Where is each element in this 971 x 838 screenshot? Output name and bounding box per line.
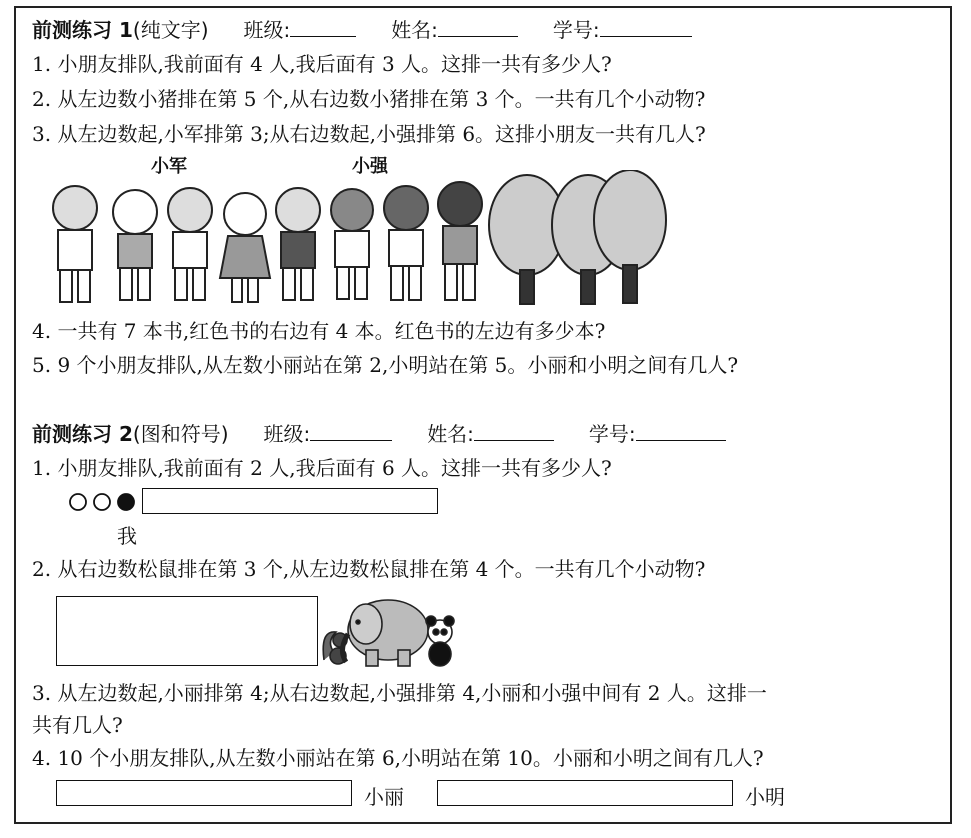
- s2-question-1: 1. 小朋友排队,我前面有 2 人,我后面有 6 人。这排一共有多少人?: [32, 456, 612, 480]
- name-label: 姓名:: [391, 18, 438, 42]
- answer-box-1[interactable]: [142, 488, 438, 514]
- filled-circle-icon: [118, 494, 134, 510]
- id-blank[interactable]: [636, 422, 726, 441]
- animals-illustration: [318, 590, 458, 670]
- child-icon: [168, 188, 212, 300]
- s1-question-2: 2. 从左边数小猪排在第 5 个,从右边数小猪排在第 3 个。一共有几个小动物?: [32, 87, 706, 111]
- s2-question-4: 4. 10 个小朋友排队,从左数小丽站在第 6,小明站在第 10。小丽和小明之间有几人?: [32, 746, 764, 770]
- name-blank[interactable]: [438, 18, 518, 37]
- answer-box-4b[interactable]: [437, 780, 733, 806]
- section1-title: 前测练习 1: [32, 18, 133, 42]
- empty-circle-icon: [70, 494, 86, 510]
- xiaoming-label: 小明: [745, 785, 785, 809]
- empty-circle-icon: [94, 494, 110, 510]
- id-blank[interactable]: [600, 18, 692, 37]
- child-icon: [331, 189, 373, 299]
- name-blank[interactable]: [474, 422, 554, 441]
- s2-question-2: 2. 从右边数松鼠排在第 3 个,从左边数松鼠排在第 4 个。一共有几个小动物?: [32, 557, 706, 581]
- section2-subtitle: (图和符号): [132, 422, 229, 446]
- name-label: 姓名:: [427, 422, 474, 446]
- class-blank[interactable]: [310, 422, 392, 441]
- answer-box-4a[interactable]: [56, 780, 352, 806]
- label-xiaoqiang: 小强: [352, 156, 388, 177]
- child-icon: [276, 188, 320, 300]
- circles-symbols: [66, 490, 146, 514]
- class-label: 班级:: [263, 422, 311, 446]
- s1-question-3: 3. 从左边数起,小军排第 3;从右边数起,小强排第 6。这排小朋友一共有几人?: [32, 122, 706, 146]
- class-label: 班级:: [243, 18, 291, 42]
- tree-icon: [594, 170, 666, 303]
- s1-question-1: 1. 小朋友排队,我前面有 4 人,我后面有 3 人。这排一共有多少人?: [32, 52, 612, 76]
- child-icon: [438, 182, 482, 300]
- class-blank[interactable]: [290, 18, 356, 37]
- me-label: 我: [117, 524, 137, 548]
- child-icon: [53, 186, 97, 302]
- section2-title: 前测练习 2: [32, 422, 133, 446]
- xiaoli-label: 小丽: [364, 785, 404, 809]
- panda-icon: [426, 616, 454, 666]
- s1-question-4: 4. 一共有 7 本书,红色书的右边有 4 本。红色书的左边有多少本?: [32, 319, 606, 343]
- section1-subtitle: (纯文字): [132, 18, 209, 42]
- child-icon: [220, 193, 270, 302]
- s2-question-3-line2: 共有几人?: [32, 713, 123, 737]
- id-label: 学号:: [552, 18, 600, 42]
- section2-header: [32, 421, 726, 447]
- children-row-illustration: [40, 170, 670, 310]
- s2-question-3-line1: 3. 从左边数起,小丽排第 4;从右边数起,小强排第 4,小丽和小强中间有 2 人。这排一: [32, 681, 767, 705]
- label-xiaojun: 小军: [151, 156, 187, 177]
- id-label: 学号:: [588, 422, 636, 446]
- section1-header: [32, 17, 692, 43]
- child-icon: [113, 190, 157, 300]
- s1-question-5: 5. 9 个小朋友排队,从左数小丽站在第 2,小明站在第 5。小丽和小明之间有几人?: [32, 353, 739, 377]
- child-icon: [384, 186, 428, 300]
- elephant-icon: [342, 600, 428, 666]
- answer-box-2[interactable]: [56, 596, 318, 666]
